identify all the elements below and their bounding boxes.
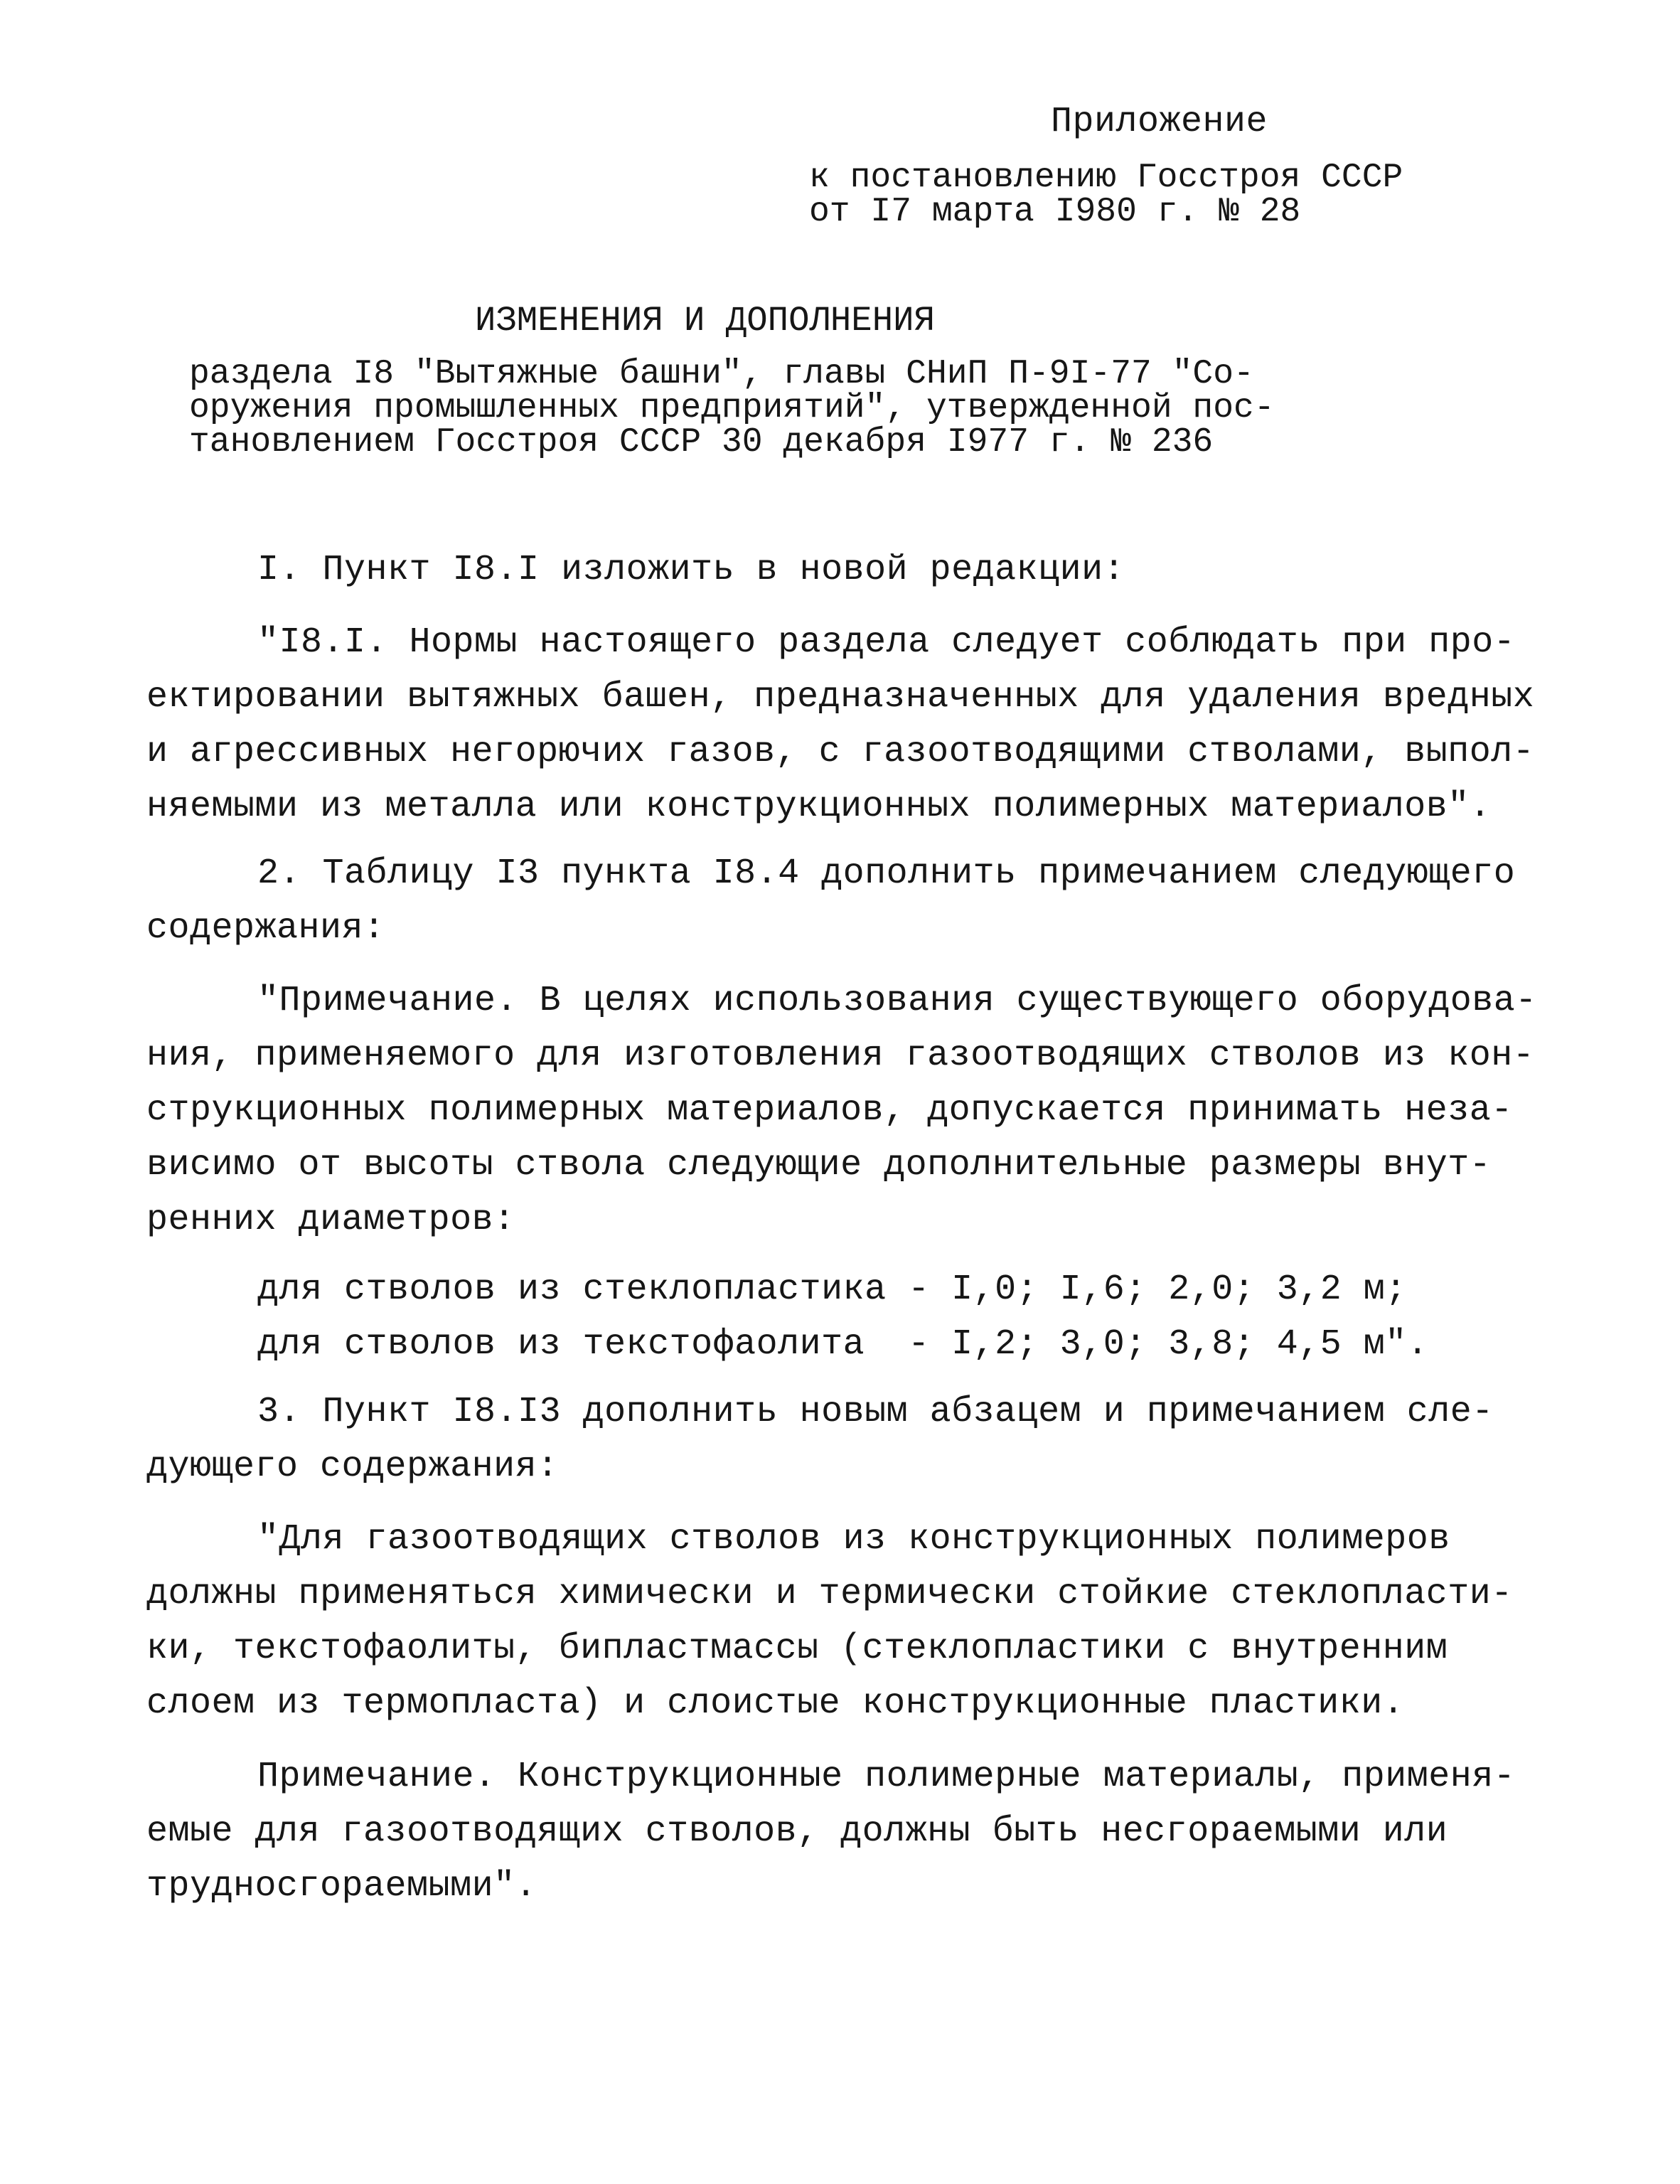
item-3-intro-line: дующего содержания: [146, 1447, 559, 1487]
item-1-intro: I. Пункт I8.I изложить в новой редакции: [257, 550, 1125, 590]
item-1-text-line: ектировании вытяжных башен, предназначенных для удаления вредных [146, 677, 1535, 718]
decree-date-number: от I7 марта I980 г. № 28 [809, 193, 1301, 231]
diameter-list-item: для стволов из стеклопластика - I,0; I,6; 2,0; 3,2 м; [257, 1269, 1407, 1310]
item-2-note-line: "Примечание. В целях использования существующего оборудова- [257, 981, 1537, 1021]
item-1-text-line: "I8.I. Нормы настоящего раздела следует соблюдать при про- [257, 622, 1516, 663]
item-3-note-line: трудносгораемыми". [146, 1866, 537, 1907]
item-3-text-line: "Для газоотводящих стволов из конструкционных полимеров [257, 1519, 1450, 1560]
decree-reference: к постановлению Госстроя СССР [809, 159, 1403, 197]
item-3-text-line: слоем из термопласта) и слоистые конструкционные пластики. [146, 1683, 1405, 1724]
item-3-text-line: должны применяться химически и термически стойкие стеклопласти- [146, 1574, 1513, 1614]
item-2-note-line: струкционных полимерных материалов, допускается принимать неза- [146, 1090, 1513, 1131]
subtitle-line: раздела I8 "Вытяжные башни", главы СНиП П-9I-77 "Со- [189, 355, 1254, 393]
item-1-text-line: няемыми из металла или конструкционных полимерных материалов". [146, 787, 1492, 827]
item-2-intro-line: содержания: [146, 908, 385, 949]
item-2-note-line: висимо от высоты ствола следующие дополнительные размеры внут- [146, 1145, 1492, 1186]
diameter-list-item: для стволов из текстофаолита - I,2; 3,0; 3,8; 4,5 м". [257, 1324, 1429, 1365]
subtitle-line: оружения промышленных предприятий", утвержденной пос- [189, 389, 1275, 427]
item-2-note-line: ния, применяемого для изготовления газоотводящих стволов из кон- [146, 1035, 1535, 1076]
item-3-note-line: емые для газоотводящих стволов, должны быть несгораемыми или [146, 1811, 1448, 1852]
item-2-note-line: ренних диаметров: [146, 1200, 515, 1240]
subtitle-line: тановлением Госстроя СССР 30 декабря I977 г. № 236 [189, 423, 1214, 462]
appendix-label: Приложение [1051, 102, 1268, 142]
item-3-intro-line: 3. Пункт I8.I3 дополнить новым абзацем и примечанием сле- [257, 1392, 1494, 1432]
item-1-text-line: и агрессивных негорючих газов, с газоотводящими стволами, выпол- [146, 732, 1535, 772]
item-3-note-line: Примечание. Конструкционные полимерные материалы, применя- [257, 1757, 1516, 1797]
document-heading: ИЗМЕНЕНИЯ И ДОПОЛНЕНИЯ [475, 301, 935, 341]
item-3-text-line: ки, текстофаолиты, бипластмассы (стеклопластики с внутренним [146, 1629, 1448, 1669]
item-2-intro-line: 2. Таблицу I3 пункта I8.4 дополнить примечанием следующего [257, 853, 1516, 894]
